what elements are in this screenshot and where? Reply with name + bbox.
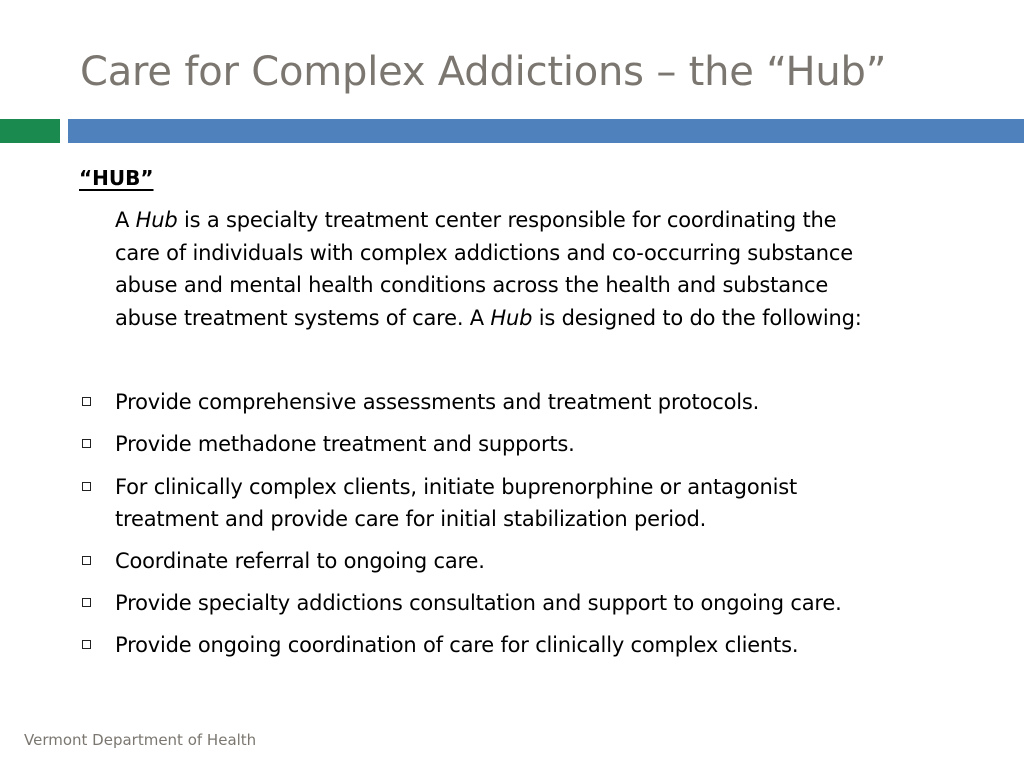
intro-emphasis: Hub: [490, 305, 533, 330]
accent-bar-blue: [68, 119, 1024, 143]
bullet-line: Provide specialty addictions consultation and support to ongoing care.: [115, 591, 842, 615]
intro-text: A: [115, 208, 136, 232]
square-bullet-icon: [82, 439, 91, 448]
accent-bar-green: [0, 119, 60, 143]
footer-organization: Vermont Department of Health: [24, 731, 257, 749]
intro-line-4: [115, 302, 995, 335]
square-bullet-icon: [82, 640, 91, 649]
bullet-line: For clinically complex clients, initiate buprenorphine or antagonist: [115, 475, 797, 499]
intro-paragraph: [115, 204, 995, 334]
square-bullet-icon: [82, 482, 91, 491]
bullet-text: [115, 428, 995, 460]
bullet-line: Provide methadone treatment and supports.: [115, 432, 575, 456]
intro-text: abuse treatment systems of care. A: [115, 305, 491, 330]
bullet-text: [115, 545, 995, 577]
bullet-text: [115, 386, 995, 418]
bullet-line: Provide ongoing coordination of care for clinically complex clients.: [115, 633, 799, 657]
bullet-line: Provide comprehensive assessments and treatment protocols.: [115, 390, 760, 414]
intro-emphasis: Hub: [135, 208, 178, 232]
intro-line-2: care of individuals with complex addictions and co-occurring substance: [115, 240, 853, 265]
intro-line-3: abuse and mental health conditions across the health and substance: [115, 273, 829, 297]
intro-text: is designed to do the following:: [532, 305, 862, 330]
bullet-text: [115, 629, 995, 661]
bullet-line: Coordinate referral to ongoing care.: [115, 549, 485, 573]
bullet-text: [115, 587, 995, 619]
bullet-line: treatment and provide care for initial stabilization period.: [115, 507, 707, 531]
square-bullet-icon: [82, 598, 91, 607]
section-heading: “HUB”: [79, 166, 154, 190]
slide-title: Care for Complex Addictions – the “Hub”: [80, 49, 887, 95]
intro-line-1: [115, 204, 995, 237]
square-bullet-icon: [82, 397, 91, 406]
intro-text: is a specialty treatment center responsible for coordinating the: [177, 208, 837, 232]
square-bullet-icon: [82, 556, 91, 565]
bullet-text: [115, 471, 995, 535]
